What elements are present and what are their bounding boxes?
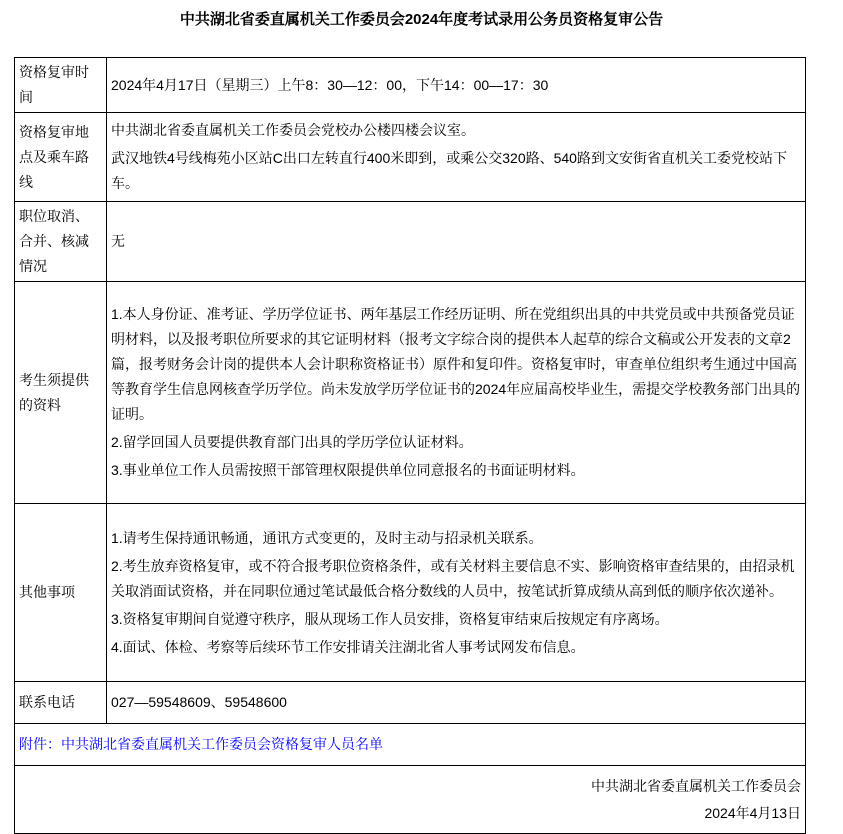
other-item-4: 4.面试、体检、考察等后续环节工作安排请关注湖北省人事考试网发布信息。 [111, 638, 585, 655]
row-label-required-materials: 考生须提供的资料 [15, 282, 107, 504]
row-label-review-time: 资格复审时间 [15, 58, 107, 113]
table-row-review-place [15, 113, 806, 202]
other-item-2: 2.考生放弃资格复审，或不符合报考职位资格条件，或有关材料主要信息不实、影响资格审查结果的，由招录机关取消面试资格，并在同职位通过笔试最低合格分数线的人员中，按笔试折算成绩从高到低的顺序依次递补。 [111, 557, 795, 599]
row-content-contact-phone [107, 682, 806, 724]
review-time-value: 2024年4月17日（星期三）上午8：30—12：00，下午14：00—17：30 [111, 76, 549, 93]
signature-date: 2024年4月13日 [704, 804, 801, 821]
page-title: 中共湖北省委直属机关工作委员会2024年度考试录用公务员资格复审公告 [179, 11, 664, 28]
row-content-review-place [107, 113, 806, 202]
materials-item-3: 3.事业单位工作人员需按照干部管理权限提供单位同意报名的书面证明材料。 [111, 462, 585, 478]
signature-cell [15, 766, 806, 834]
table-row-contact-phone [15, 682, 806, 724]
attachment-link[interactable]: 附件：中共湖北省委直属机关工作委员会资格复审人员名单 [19, 736, 383, 752]
table-row-other-matters [15, 504, 806, 682]
attachment-cell [15, 724, 806, 766]
position-changes-value: 无 [111, 233, 125, 249]
row-content-other-matters [107, 504, 806, 682]
row-content-required-materials [107, 282, 806, 504]
table-row-position-changes [15, 202, 806, 282]
table-row-review-time [15, 58, 806, 113]
other-item-1: 1.请考生保持通讯畅通，通讯方式变更的，及时主动与招录机关联系。 [111, 529, 543, 546]
materials-item-1: 1.本人身份证、准考证、学历学位证书、两年基层工作经历证明、所在党组织出具的中共党员或中共预备党员证明材料，以及报考职位所要求的其它证明材料（报考文字综合岗的提供本人起草的综合文稿或公开发表的文章2篇，报考财务会计岗的提供本人会计职称资格证书）原件和复印件。资格复审时，审查单位组织考生通过中国高等教育学生信息网核查学历学位。尚未发放学历学位证书的2024年应届高校毕业生，需提交学校教务部门出具的证明。 [111, 306, 801, 422]
table-row-required-materials [15, 282, 806, 504]
other-item-3: 3.资格复审期间自觉遵守秩序，服从现场工作人员安排，资格复审结束后按规定有序离场。 [111, 610, 669, 627]
announcement-table [14, 57, 806, 834]
review-route-line: 武汉地铁4号线梅苑小区站C出口左转直行400米即到，或乘公交320路、540路到文安街省直机关工委党校站下车。 [111, 150, 787, 191]
contact-phone-value: 027—59548609、59548600 [111, 694, 287, 710]
row-content-review-time [107, 58, 806, 113]
signature-org: 中共湖北省委直属机关工作委员会 [591, 777, 801, 794]
row-label-review-place: 资格复审地点及乘车路线 [15, 113, 107, 202]
row-label-contact-phone: 联系电话 [15, 682, 107, 724]
row-content-position-changes [107, 202, 806, 282]
row-label-position-changes: 职位取消、合并、核减情况 [15, 202, 107, 282]
row-label-other-matters: 其他事项 [15, 504, 107, 682]
table-row-attachment [15, 724, 806, 766]
review-place-line: 中共湖北省委直属机关工作委员会党校办公楼四楼会议室。 [111, 122, 475, 138]
materials-item-2: 2.留学回国人员要提供教育部门出具的学历学位认证材料。 [111, 434, 473, 450]
table-row-signature [15, 766, 806, 834]
